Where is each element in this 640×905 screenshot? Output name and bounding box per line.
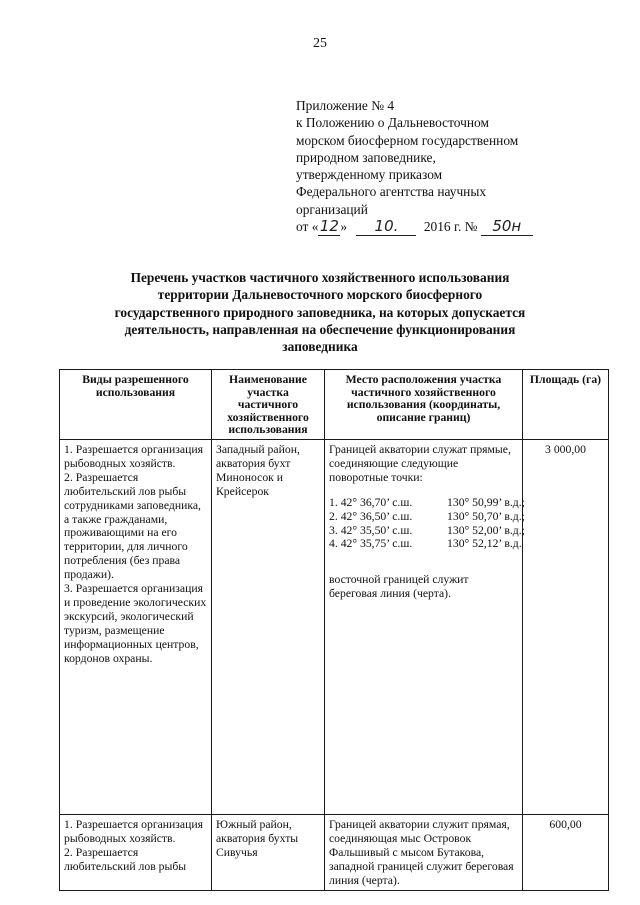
uses-cell bbox=[60, 439, 212, 814]
header-uses: Виды разрешенного использования bbox=[60, 370, 212, 440]
title-line: территории Дальневосточного морского биосферного bbox=[157, 287, 483, 303]
name-cell: Западный район, акватория бухт Миноносок и Крейсерок bbox=[212, 439, 325, 814]
title-line: Перечень участков частичного хозяйственного использования bbox=[130, 270, 510, 285]
name-cell: Южный район, акватория бухты Сивучья bbox=[212, 814, 325, 890]
header-location: Место расположения участка частичного хозяйственного использования (координаты, описание границ) bbox=[325, 370, 523, 440]
use-item: 1. Разрешается организация рыбоводных хозяйств. bbox=[64, 442, 204, 470]
point-lon: 130° 52,00’ в.д.; bbox=[447, 523, 525, 537]
table-row bbox=[60, 439, 609, 814]
appendix-line: утвержденному приказом bbox=[296, 167, 443, 183]
uses-cell bbox=[60, 814, 212, 890]
point-item bbox=[329, 537, 522, 551]
points-list bbox=[329, 495, 525, 552]
point-lon: 130° 50,99’ в.д.; bbox=[447, 495, 525, 509]
use-item: 3. Разрешается организация и проведение экологических экскурсий, экологический туризм, размещение информационных центров, кордонов охраны. bbox=[64, 582, 207, 665]
handwritten-day: 12 bbox=[319, 217, 339, 236]
appendix-line: организаций bbox=[296, 201, 368, 217]
location-cell bbox=[325, 439, 523, 814]
table-header-row bbox=[60, 370, 609, 440]
table-row bbox=[60, 814, 609, 890]
point-item bbox=[329, 523, 525, 538]
point-item bbox=[329, 495, 525, 510]
handwritten-order-number: 50н bbox=[492, 217, 522, 236]
use-item: 2. Разрешается любительский лов рыбы bbox=[64, 845, 187, 873]
appendix-line: морском биосферном государственном bbox=[296, 132, 519, 148]
use-item: 2. Разрешается любительский лов рыбы сотрудниками заповедника, а также гражданами, проживающими на его территории, для личного потребления (без права продажи). bbox=[64, 470, 201, 582]
point-lat: 2. 42° 36,50’ с.ш. bbox=[329, 509, 413, 523]
date-year: 2016 г. № bbox=[423, 219, 478, 235]
area-cell: 3 000,00 bbox=[523, 439, 609, 814]
appendix-line: Федерального агентства научных bbox=[296, 184, 487, 200]
date-close-quote: » bbox=[340, 219, 348, 235]
point-item bbox=[329, 509, 525, 524]
area-cell: 600,00 bbox=[523, 814, 609, 890]
location-cell: Границей акватории служит прямая, соединяющая мыс Островок Фальшивый с мысом Бутакова, западной границей служит береговая линия (черта). bbox=[325, 814, 523, 890]
point-lon: 130° 52,12’ в.д. bbox=[447, 537, 522, 551]
title-line: деятельность, направленная на обеспечение функционирования bbox=[124, 321, 516, 337]
appendix-line: природном заповеднике, bbox=[296, 149, 436, 165]
use-item: 1. Разрешается организация рыбоводных хозяйств. bbox=[64, 817, 204, 845]
areas-table bbox=[59, 369, 609, 891]
appendix-line: к Положению о Дальневосточном bbox=[296, 115, 489, 131]
title-line: государственного природного заповедника, на которых допускается bbox=[114, 304, 526, 320]
header-area: Площадь (га) bbox=[523, 370, 609, 440]
handwritten-month: 10. bbox=[374, 217, 399, 236]
header-name: Наименование участка частичного хозяйственного использования bbox=[212, 370, 325, 440]
point-lon: 130° 50,70’ в.д.; bbox=[447, 509, 525, 523]
order-date-line bbox=[296, 218, 596, 236]
page-number: 25 bbox=[313, 36, 327, 51]
document-title bbox=[60, 269, 580, 355]
point-lat: 1. 42° 36,70’ с.ш. bbox=[329, 495, 413, 509]
title-line: заповедника bbox=[282, 339, 358, 355]
location-intro: Границей акватории служат прямые, соединяющие следующие поворотные точки: bbox=[329, 442, 511, 484]
point-lat: 4. 42° 35,75’ с.ш. bbox=[329, 537, 413, 551]
date-prefix: от « bbox=[296, 219, 319, 235]
location-outro: восточной границей служит береговая линия (черта). bbox=[329, 573, 469, 601]
appendix-block bbox=[296, 97, 596, 236]
appendix-line: Приложение № 4 bbox=[296, 98, 395, 113]
point-lat: 3. 42° 35,50’ с.ш. bbox=[329, 523, 413, 537]
